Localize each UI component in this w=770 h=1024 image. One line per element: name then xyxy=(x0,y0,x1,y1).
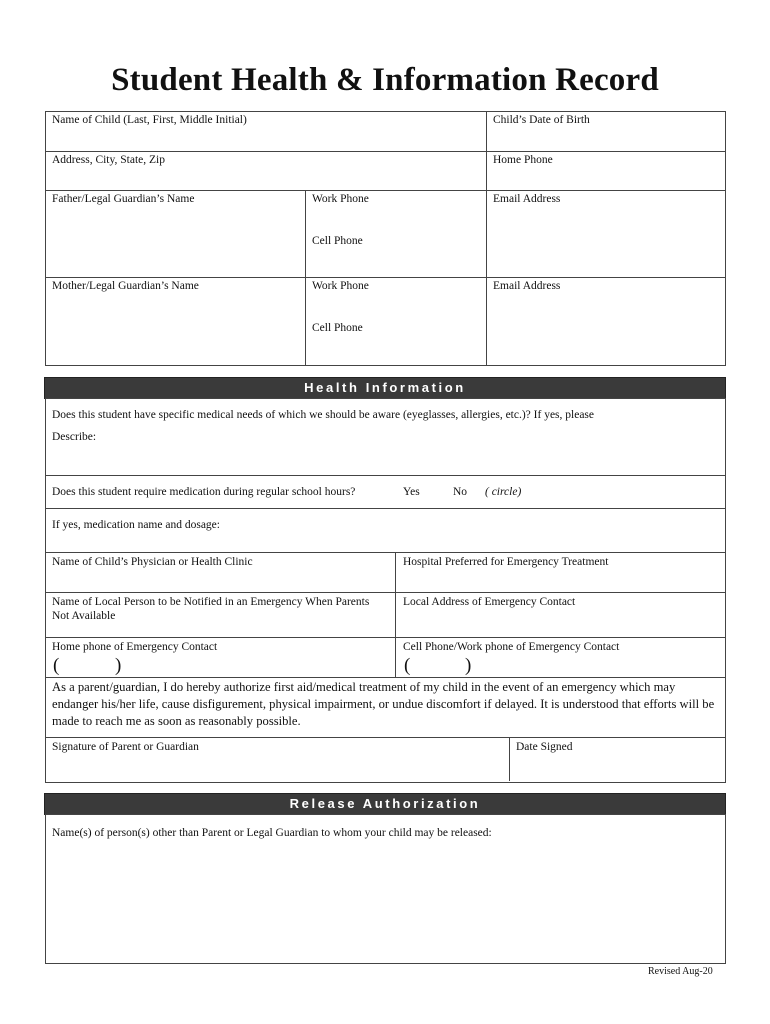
father-work-phone-field[interactable]: Work Phone xyxy=(312,193,369,205)
medication-name-field[interactable]: If yes, medication name and dosage: xyxy=(52,519,220,531)
home-phone-field[interactable]: Home Phone xyxy=(493,154,553,166)
cell-phone-area-close: ) xyxy=(465,655,472,676)
local-person-field[interactable]: Name of Local Person to be Notified in an Emergency When Parents Not Available xyxy=(52,596,370,622)
health-heading-text: Health Information xyxy=(304,380,466,395)
date-signed-field[interactable]: Date Signed xyxy=(516,741,573,753)
emergency-cell-phone-field[interactable]: Cell Phone/Work phone of Emergency Contact xyxy=(403,641,620,653)
health-information-heading xyxy=(44,377,726,399)
father-email-field[interactable]: Email Address xyxy=(493,193,561,205)
identification-table xyxy=(45,111,726,366)
page-title: Student Health & Information Record xyxy=(111,62,659,98)
mother-cell-phone-field[interactable]: Cell Phone xyxy=(312,322,363,334)
mother-name-field[interactable]: Mother/Legal Guardian’s Name xyxy=(52,280,199,292)
emergency-home-phone-field[interactable]: Home phone of Emergency Contact xyxy=(52,641,218,653)
mother-email-field[interactable]: Email Address xyxy=(493,280,561,292)
father-cell-phone-field[interactable]: Cell Phone xyxy=(312,235,363,247)
medical-needs-describe-field[interactable]: Describe: xyxy=(52,431,97,443)
release-heading-text: Release Authorization xyxy=(289,796,481,811)
hospital-field[interactable]: Hospital Preferred for Emergency Treatment xyxy=(403,556,609,568)
release-authorization-heading xyxy=(44,793,726,815)
signature-field[interactable]: Signature of Parent or Guardian xyxy=(52,741,199,753)
local-address-field[interactable]: Local Address of Emergency Contact xyxy=(403,596,576,608)
home-phone-area-close: ) xyxy=(115,655,122,676)
medication-no-option[interactable]: No xyxy=(453,486,468,498)
release-persons-field[interactable]: Name(s) of person(s) other than Parent or Legal Guardian to whom your child may be released: xyxy=(52,827,492,839)
revision-note: Revised Aug-20 xyxy=(648,966,713,977)
child-dob-field[interactable]: Child’s Date of Birth xyxy=(493,114,590,126)
physician-field[interactable]: Name of Child’s Physician or Health Clinic xyxy=(52,556,253,568)
home-phone-area-open: ( xyxy=(53,655,60,676)
medication-yes-option[interactable]: Yes xyxy=(403,486,420,498)
mother-work-phone-field[interactable]: Work Phone xyxy=(312,280,369,292)
medical-needs-question: Does this student have specific medical needs of which we should be aware (eyeglasses, allergies, etc.)? If yes, please xyxy=(52,409,595,421)
cell-phone-area-open: ( xyxy=(404,655,411,676)
medication-question: Does this student require medication during regular school hours? xyxy=(52,486,356,498)
father-name-field[interactable]: Father/Legal Guardian’s Name xyxy=(52,193,195,205)
address-field[interactable]: Address, City, State, Zip xyxy=(52,154,165,166)
circle-note: ( circle) xyxy=(485,486,522,498)
child-name-field[interactable]: Name of Child (Last, First, Middle Initial) xyxy=(52,114,247,126)
authorization-statement: As a parent/guardian, I do hereby authorize first aid/medical treatment of my child in the event of an emergency which may endanger his/her life, cause disfigurement, physical impairment, or undue discomfort if delayed. It is understood that efforts will be made to reach me as soon as reasonably possible. xyxy=(52,680,715,728)
